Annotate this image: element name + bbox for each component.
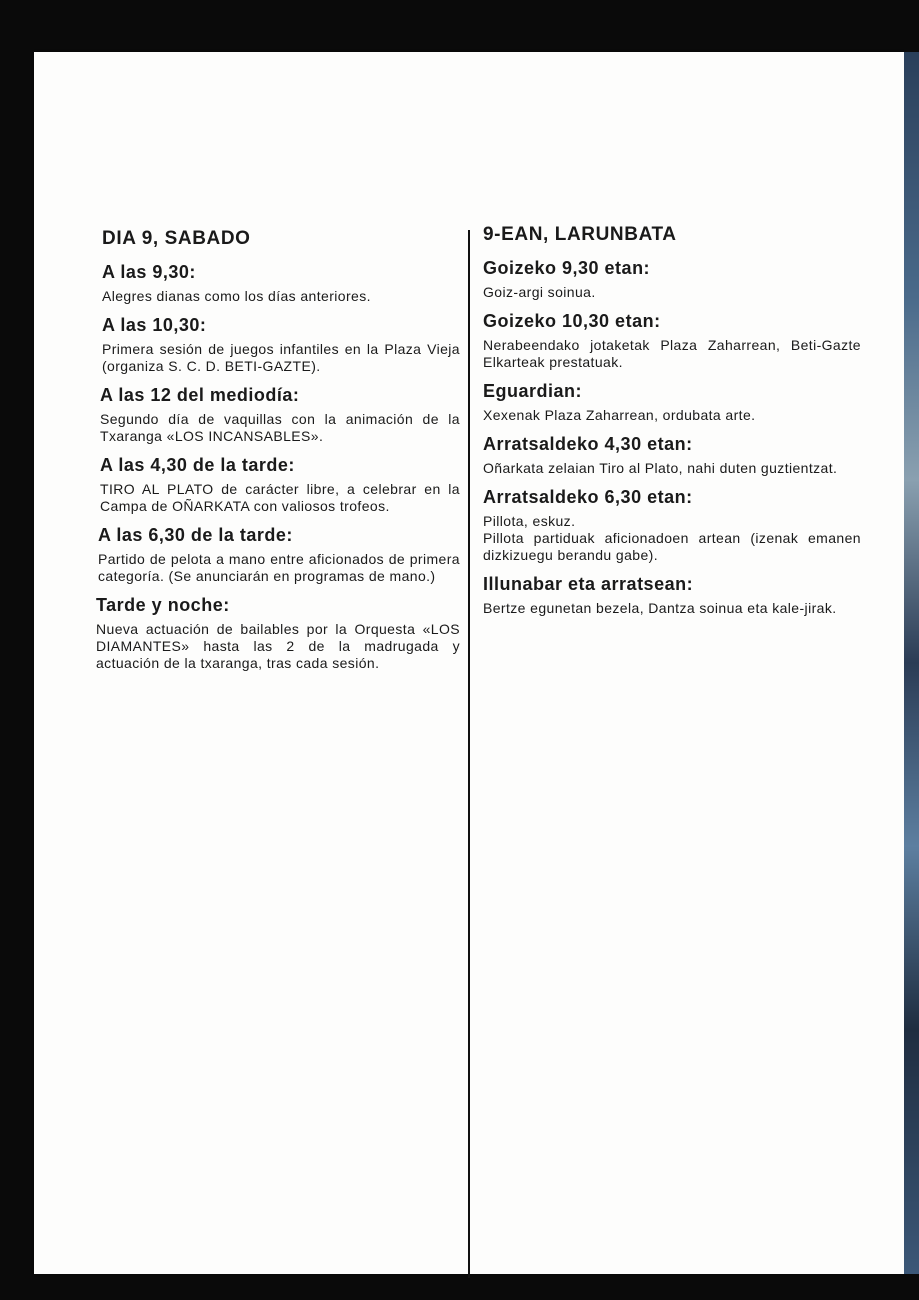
entry-time-heading: Goizeko 9,30 etan: bbox=[483, 258, 651, 278]
entry-time-heading: Arratsaldeko 4,30 etan: bbox=[483, 434, 693, 454]
entry-description: Bertze egunetan bezela, Dantza soinua eta kale-jirak. bbox=[483, 600, 837, 616]
entry-time-heading: A las 4,30 de la tarde: bbox=[100, 455, 295, 475]
entry-description-line: Pillota, eskuz. bbox=[483, 513, 576, 529]
schedule-entry bbox=[483, 487, 861, 564]
entry-description: Xexenak Plaza Zaharrean, ordubata arte. bbox=[483, 407, 756, 423]
schedule-entry bbox=[483, 258, 861, 301]
entry-time-heading: A las 12 del mediodía: bbox=[100, 385, 300, 405]
entry-description: Goiz-argi soinua. bbox=[483, 284, 596, 300]
schedule-entry bbox=[98, 525, 460, 585]
schedule-entry bbox=[483, 381, 861, 424]
entry-time-heading: Arratsaldeko 6,30 etan: bbox=[483, 487, 693, 507]
entry-description: Nerabeendako jotaketak Plaza Zaharrean, Beti-Gazte Elkarteak prestatuak. bbox=[483, 337, 861, 370]
schedule-entry bbox=[102, 262, 460, 305]
schedule-entry bbox=[96, 595, 460, 672]
schedule-entry bbox=[483, 311, 861, 371]
entry-time-heading: Tarde y noche: bbox=[96, 595, 230, 615]
entry-description: Partido de pelota a mano entre aficionados de primera categoría. (Se anunciarán en programas de mano.) bbox=[98, 551, 460, 584]
day-title-spanish: DIA 9, SABADO bbox=[102, 228, 251, 249]
entry-time-heading: A las 6,30 de la tarde: bbox=[98, 525, 293, 545]
basque-column bbox=[483, 224, 861, 627]
schedule-entry bbox=[100, 385, 460, 445]
entry-description-line: Pillota partiduak aficionadoen artean (izenak emanen dizkizuegu berandu gabe). bbox=[483, 530, 861, 563]
entry-description bbox=[483, 513, 861, 564]
entry-time-heading: Illunabar eta arratsean: bbox=[483, 574, 694, 594]
entry-time-heading: A las 9,30: bbox=[102, 262, 196, 282]
entry-time-heading: Eguardian: bbox=[483, 381, 583, 401]
cover-edge bbox=[904, 52, 919, 1274]
entry-description: Nueva actuación de bailables por la Orquesta «LOS DIAMANTES» hasta las 2 de la madrugada y actuación de la txaranga, tras cada sesión. bbox=[96, 621, 460, 671]
schedule-entry bbox=[100, 455, 460, 515]
entry-description: TIRO AL PLATO de carácter libre, a celebrar en la Campa de OÑARKATA con valiosos trofeos. bbox=[100, 481, 460, 514]
day-title-basque: 9-EAN, LARUNBATA bbox=[483, 224, 677, 245]
entry-description: Alegres dianas como los días anteriores. bbox=[102, 288, 371, 304]
entry-description: Segundo día de vaquillas con la animación de la Txaranga «LOS INCANSABLES». bbox=[100, 411, 460, 444]
spanish-column bbox=[96, 228, 460, 682]
schedule-entry bbox=[483, 434, 861, 477]
entry-time-heading: Goizeko 10,30 etan: bbox=[483, 311, 661, 331]
schedule-entry bbox=[102, 315, 460, 375]
schedule-entry bbox=[483, 574, 861, 617]
entry-description: Oñarkata zelaian Tiro al Plato, nahi duten guztientzat. bbox=[483, 460, 838, 476]
column-divider bbox=[468, 230, 470, 1278]
entry-time-heading: A las 10,30: bbox=[102, 315, 207, 335]
entry-description: Primera sesión de juegos infantiles en la Plaza Vieja (organiza S. C. D. BETI-GAZTE). bbox=[102, 341, 460, 374]
